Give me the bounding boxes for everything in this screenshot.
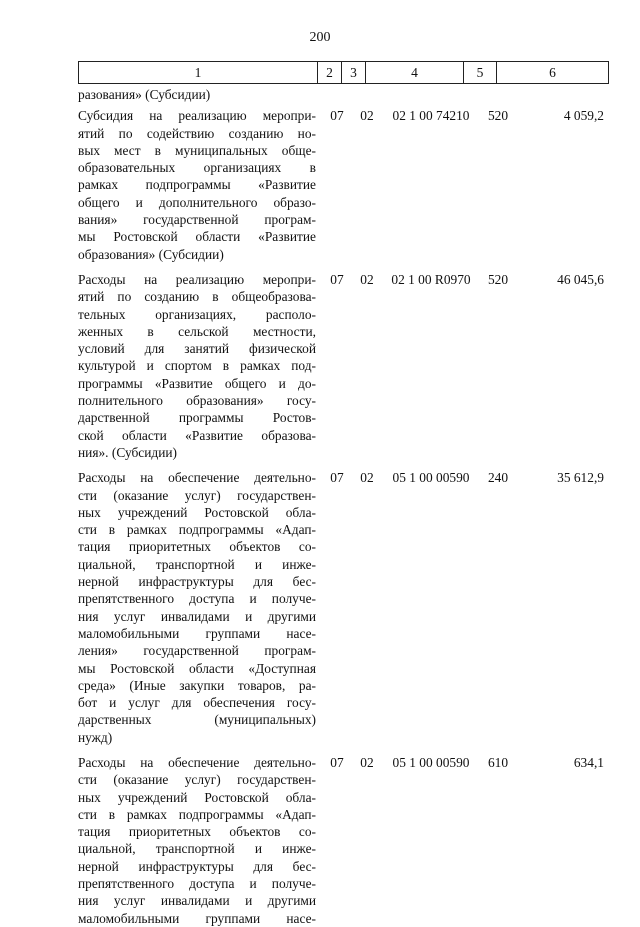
cell-target-article: 05 1 00 00590 — [392, 754, 470, 770]
header-col-3: 3 — [342, 62, 366, 84]
continuation-text: разования» (Субсидии) — [78, 87, 211, 102]
description-line: полнительного образования» госу- — [78, 393, 316, 409]
description-line: культурой и спортом в рамках под- — [78, 358, 316, 374]
description-line: сти (оказание услуг) государствен- — [78, 487, 316, 503]
description-line: ния». (Субсидии) — [78, 444, 177, 460]
description-line: тация приоритетных объектов со- — [78, 539, 316, 555]
description-line: рамках подпрограммы «Развитие — [78, 177, 316, 193]
description-line: ской области «Развитие образова- — [78, 427, 316, 443]
header-col-4: 4 — [366, 62, 464, 84]
table-header — [78, 61, 609, 84]
cell-section: 07 — [330, 271, 344, 287]
description-line: препятственного доступа и получе- — [78, 591, 316, 607]
description-line: маломобильными группами насе- — [78, 625, 316, 641]
cell-subsection: 02 — [360, 754, 374, 770]
cell-section: 07 — [330, 754, 344, 770]
description-line: ния услуг инвалидами и другими — [78, 893, 316, 909]
description-line: ных учреждений Ростовской обла- — [78, 504, 316, 520]
description-line: программы «Развитие общего и до- — [78, 375, 316, 391]
description-line: ных учреждений Ростовской обла- — [78, 789, 316, 805]
description-line: тация приоритетных объектов со- — [78, 824, 316, 840]
description-line: маломобильными группами насе- — [78, 910, 316, 926]
description-line: препятственного доступа и получе- — [78, 876, 316, 892]
cell-section: 07 — [330, 108, 344, 124]
cell-expense-type: 240 — [487, 470, 509, 486]
description-line: общего и дополнительного образо- — [78, 194, 316, 210]
cell-subsection: 02 — [360, 271, 374, 287]
description-line: Расходы на обеспечение деятельно- — [78, 754, 316, 770]
description-line: циальной, транспортной и инже- — [78, 841, 316, 857]
table-row — [78, 107, 609, 263]
description-line: ятий по созданию в общеобразова- — [78, 289, 316, 305]
description-line: женных в сельской местности, — [78, 323, 316, 339]
description-line: Расходы на обеспечение деятельно- — [78, 470, 316, 486]
description-line: сти (оказание услуг) государствен- — [78, 772, 316, 788]
continuation-line — [78, 86, 316, 103]
description-line: Расходы на реализацию меропри- — [78, 271, 316, 287]
cell-amount: 634,1 — [573, 754, 604, 770]
cell-amount: 4 059,2 — [563, 108, 604, 124]
description-line: вания» государственной програм- — [78, 212, 316, 228]
cell-amount: 35 612,9 — [557, 470, 604, 486]
description-line: образования» (Субсидии) — [78, 246, 224, 262]
description-line: вых мест в муниципальных обще- — [78, 142, 316, 158]
cell-target-article: 02 1 00 74210 — [392, 108, 470, 124]
description-line: ния услуг инвалидами и другими — [78, 608, 316, 624]
cell-amount: 46 045,6 — [557, 271, 604, 287]
cell-target-article: 05 1 00 00590 — [392, 470, 470, 486]
row-description — [78, 754, 316, 927]
description-line: ления» государственной програм- — [78, 643, 316, 659]
description-line: ятий по содействию созданию но- — [78, 125, 316, 141]
description-line: нужд) — [78, 729, 113, 745]
row-description — [78, 271, 316, 461]
cell-subsection: 02 — [360, 108, 374, 124]
row-description — [78, 107, 316, 263]
cell-expense-type: 520 — [487, 271, 509, 287]
header-col-5: 5 — [464, 62, 497, 84]
header-col-2: 2 — [318, 62, 342, 84]
cell-target-article: 02 1 00 R0970 — [391, 271, 471, 287]
description-line: Субсидия на реализацию меропри- — [78, 108, 316, 124]
description-line: мы Ростовской области «Развитие — [78, 229, 316, 245]
description-line: бот и услуг для обеспечения госу- — [78, 695, 316, 711]
table-row — [78, 271, 609, 461]
cell-subsection: 02 — [360, 470, 374, 486]
description-line: сти в рамках подпрограммы «Адап- — [78, 522, 316, 538]
description-line: сти в рамках подпрограммы «Адап- — [78, 806, 316, 822]
description-line: нерной инфраструктуры для бес- — [78, 574, 316, 590]
header-col-6: 6 — [497, 62, 609, 84]
description-line: мы Ростовской области «Доступная — [78, 660, 316, 676]
row-description — [78, 469, 316, 746]
cell-section: 07 — [330, 470, 344, 486]
page-number: 200 — [309, 30, 331, 45]
description-line: циальной, транспортной и инже- — [78, 556, 316, 572]
cell-expense-type: 520 — [487, 108, 509, 124]
table-row — [78, 469, 609, 746]
table-body — [78, 86, 609, 927]
cell-expense-type: 610 — [487, 754, 509, 770]
description-line: условий для занятий физической — [78, 341, 316, 357]
description-line: дарственных (муниципальных) — [78, 712, 316, 728]
table-row — [78, 754, 609, 927]
description-line: дарственной программы Ростов- — [78, 410, 316, 426]
header-col-1: 1 — [79, 62, 318, 84]
description-line: среда» (Иные закупки товаров, ра- — [78, 677, 316, 693]
description-line: тельных организациях, располо- — [78, 306, 316, 322]
description-line: нерной инфраструктуры для бес- — [78, 858, 316, 874]
description-line: образовательных организациях в — [78, 160, 316, 176]
